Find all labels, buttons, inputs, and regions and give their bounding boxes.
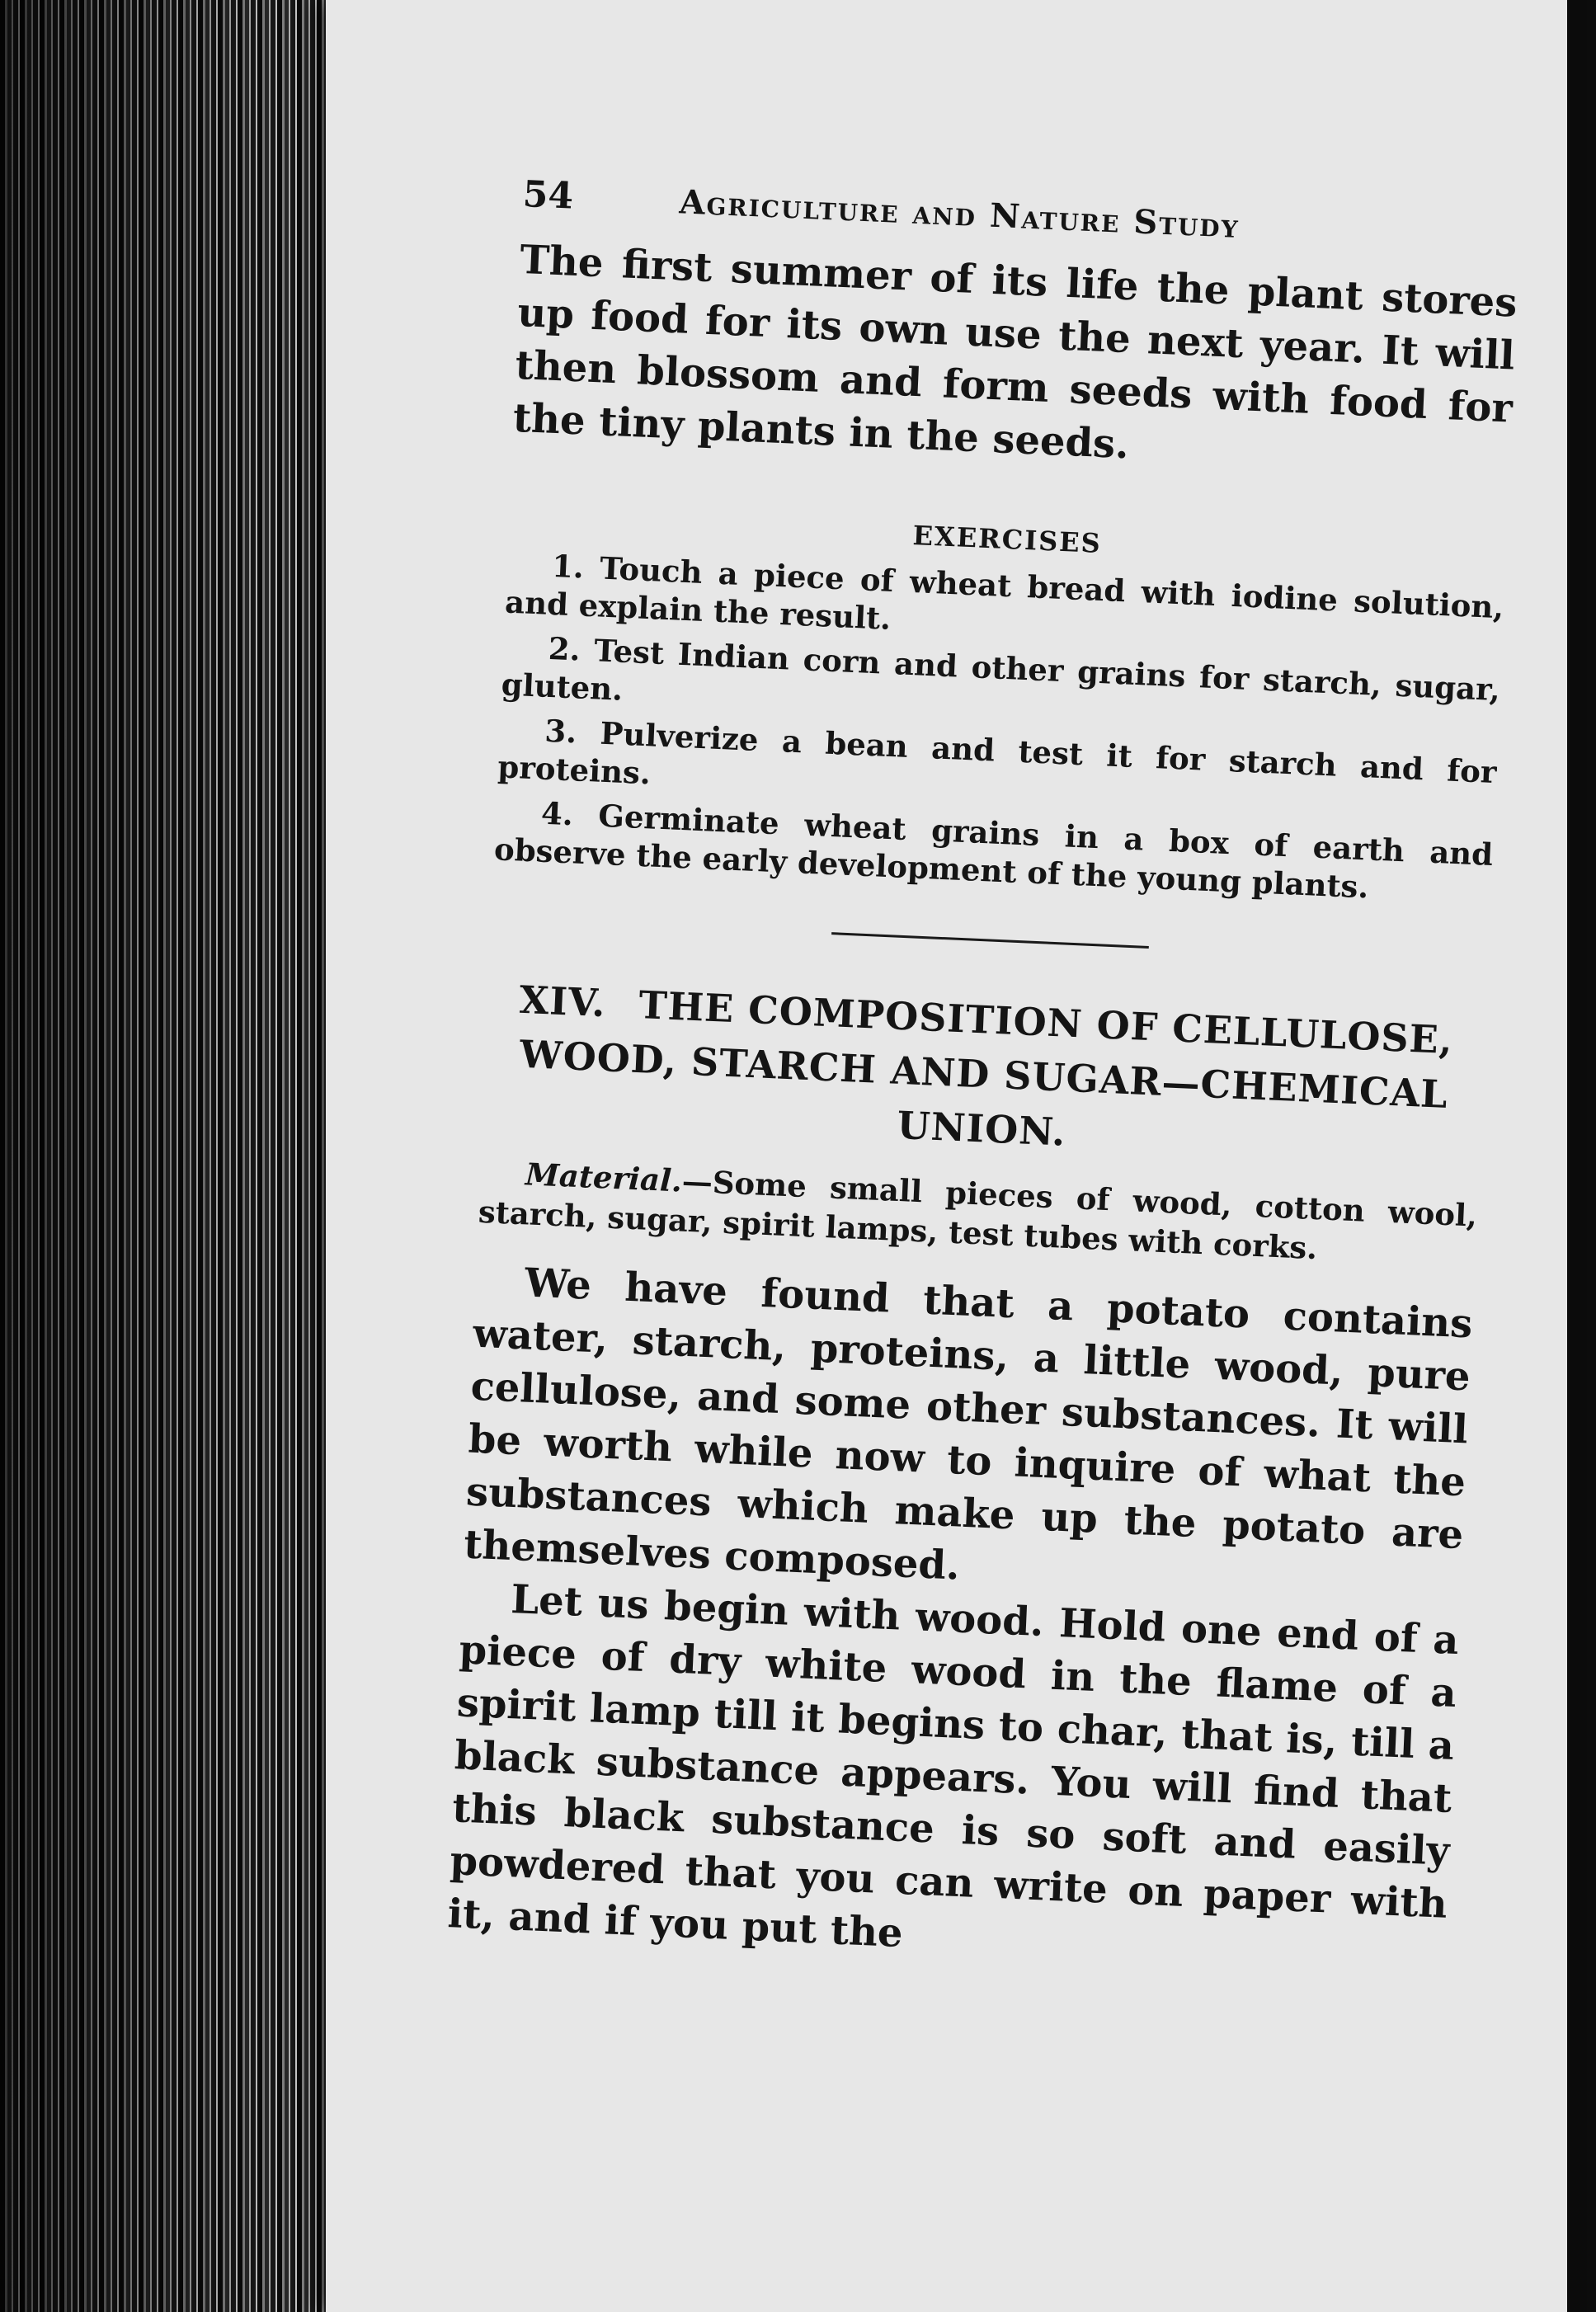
body-paragraph: Let us begin with wood. Hold one end of a piece of dry white wood in the flame of a spirit lamp till it begins to char, that is, till a black substance appears. You will find that this black substance is so soft and easily powdered that you can write on paper with it, and if you put the [446, 1575, 1460, 1957]
chapter-title: THE COMPOSITION OF CELLULOSE, WOOD, STARCH AND SUGAR—CHEMICAL UNION. [519, 982, 1454, 1155]
page-content [446, 173, 1520, 1984]
chapter-number: XIV. [518, 977, 607, 1026]
material-text: —Some small pieces of wood, cotton wool, starch, sugar, spirit lamps, test tubes with corks. [478, 1162, 1478, 1267]
body-paragraph: We have found that a potato contains water, starch, proteins, a little wood, pure cellulose, and some other substances. It will be worth while now to inquire of what the substances which make up the potato are themselves composed. [463, 1260, 1474, 1589]
exercise-item: 1. Touch a piece of wheat bread with iodine solution, and explain the result. [504, 547, 1505, 637]
running-title: Agriculture and Nature Study [678, 182, 1241, 246]
page-number: 54 [521, 173, 575, 218]
exercise-item: 2. Test Indian corn and other grains for starch, sugar, gluten. [500, 629, 1501, 709]
chapter-heading [482, 971, 1485, 1178]
exercises-heading: EXERCISES [911, 520, 1103, 559]
section-divider [831, 932, 1149, 949]
page-edges-shadow [0, 0, 355, 2312]
book-page [326, 0, 1567, 2312]
material-label: Material. [525, 1156, 683, 1199]
exercise-item: 3. Pulverize a bean and test it for starch and for proteins. [497, 712, 1498, 792]
intro-paragraph: The first summer of its life the plant stores up food for its own use the next year. It will then blossom and form seeds with food for the tiny plants in the seeds. [511, 236, 1518, 469]
exercise-item: 4. Germinate wheat grains in a box of earth and observe the early development of the young plants. [493, 794, 1495, 906]
